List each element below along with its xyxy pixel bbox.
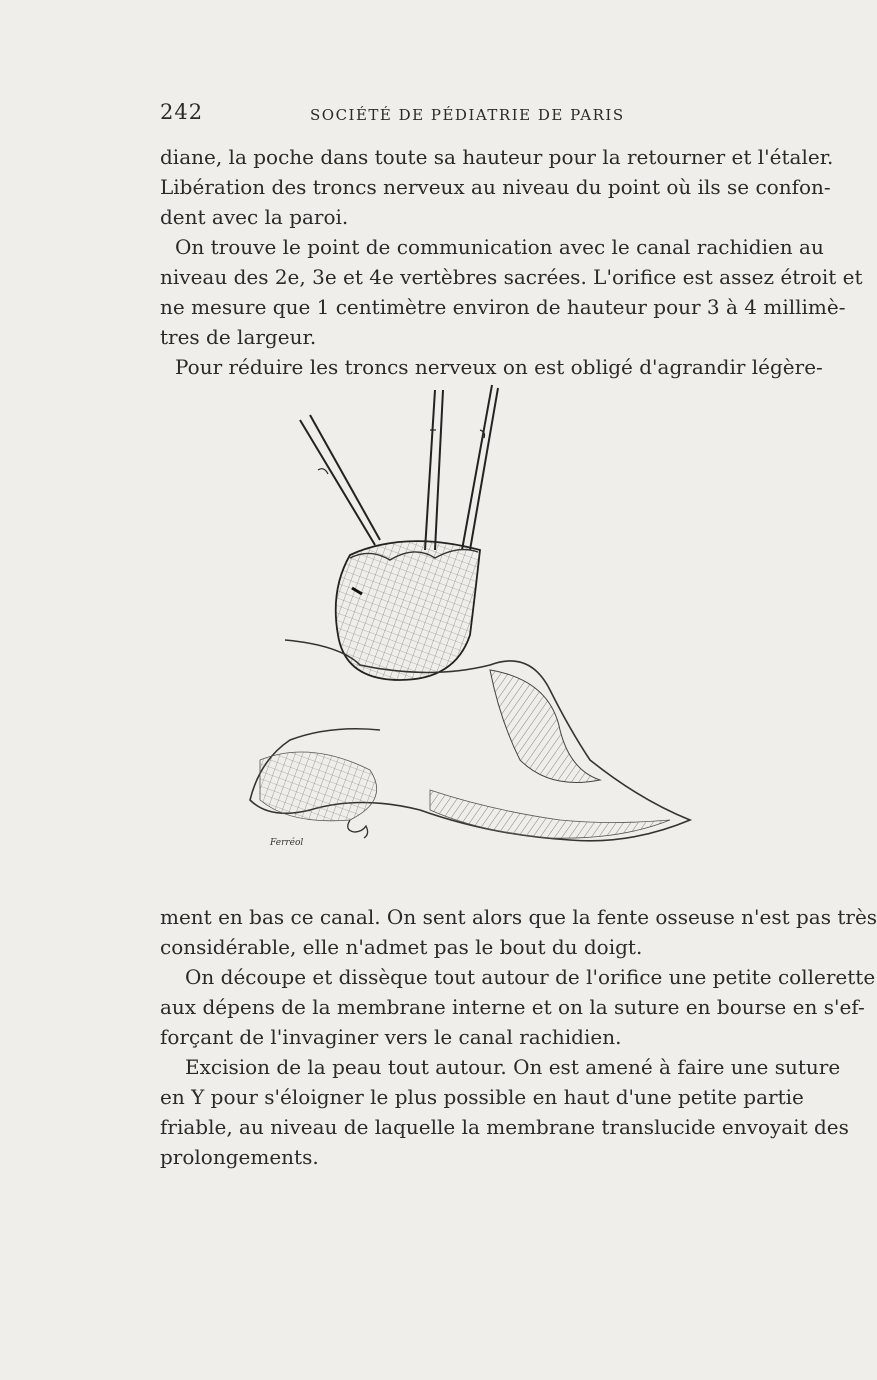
text-line: dent avec la paroi. — [160, 205, 349, 229]
forceps-middle — [425, 390, 443, 550]
text-line: aux dépens de la membrane interne et on la suture en bourse en s'ef- — [160, 995, 865, 1019]
text-line: Excision de la peau tout autour. On est amené à faire une suture — [185, 1055, 841, 1079]
text-line: prolongements. — [160, 1145, 319, 1169]
text-line: diane, la poche dans toute sa hauteur pour la retourner et l'étaler. — [160, 145, 834, 169]
text-line: niveau des 2e, 3e et 4e vertèbres sacrées. L'orifice est assez étroit et — [160, 265, 863, 289]
page-number: 242 — [160, 100, 204, 124]
text-line: considérable, elle n'admet pas le bout du doigt. — [160, 935, 643, 959]
page-header — [160, 100, 660, 130]
text-line: tres de largeur. — [160, 325, 317, 349]
text-line: ment en bas ce canal. On sent alors que la fente osseuse n'est pas très — [160, 905, 877, 929]
artist-signature: Ferréol — [270, 838, 304, 848]
text-line: ne mesure que 1 centimètre environ de hauteur pour 3 à 4 millimè- — [160, 295, 846, 319]
text-line: On découpe et dissèque tout autour de l'orifice une petite collerette — [185, 965, 876, 989]
everted-pouch — [336, 541, 480, 680]
text-line: Pour réduire les troncs nerveux on est obligé d'agrandir légère- — [175, 355, 823, 379]
forceps-right — [462, 385, 498, 550]
text-line: en Y pour s'éloigner le plus possible en haut d'une petite partie — [160, 1085, 804, 1109]
surgical-illustration — [230, 380, 700, 900]
text-line: forçant de l'invaginer vers le canal rachidien. — [160, 1025, 622, 1049]
text-line: Libération des troncs nerveux au niveau du point où ils se confon- — [160, 175, 831, 199]
text-line: On trouve le point de communication avec le canal rachidien au — [175, 235, 824, 259]
running-title: SOCIÉTÉ DE PÉDIATRIE DE PARIS — [310, 106, 625, 124]
text-line: friable, au niveau de laquelle la membrane translucide envoyait des — [160, 1115, 849, 1139]
forceps-left — [300, 415, 380, 545]
